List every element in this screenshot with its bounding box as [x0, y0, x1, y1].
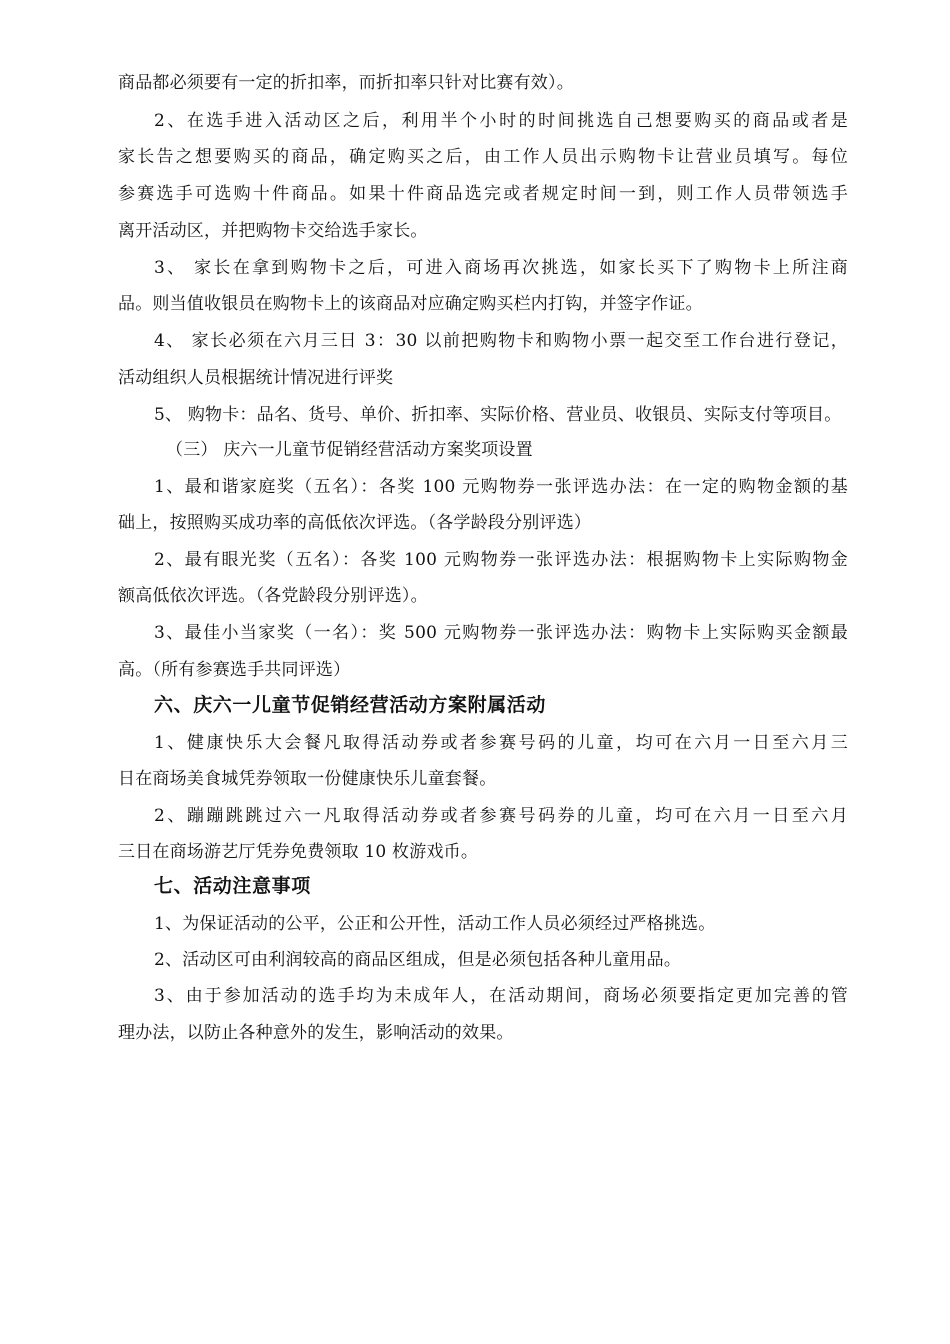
paragraph-line: 日在商场美食城凭券领取一份健康快乐儿童套餐。	[118, 769, 497, 789]
paragraph-line: 2、最有眼光奖（五名）：各奖 100 元购物券一张评选办法：根据购物卡上实际购物金	[154, 550, 848, 570]
paragraph-line: 1、最和谐家庭奖（五名）：各奖 100 元购物券一张评选办法：在一定的购物金额的基	[154, 477, 848, 497]
paragraph-line: 额高低依次评选。（各党龄段分别评选）。	[118, 586, 428, 606]
paragraph-line: 础上，按照购买成功率的高低依次评选。（各学龄段分别评选）	[118, 513, 592, 533]
paragraph-line: 高。（所有参赛选手共同评选）	[118, 660, 351, 680]
paragraph-line: 参赛选手可选购十件商品。如果十件商品选完或者规定时间一到，则工作人员带领选手	[118, 184, 848, 204]
paragraph-line: 三日在商场游艺厅凭券免费领取 10 枚游戏币。	[118, 842, 479, 862]
paragraph-line: 3、 家长在拿到购物卡之后，可进入商场再次挑选，如家长买下了购物卡上所注商	[154, 258, 848, 278]
paragraph-line: 离开活动区，并把购物卡交给选手家长。	[118, 221, 428, 241]
paragraph-line: 1、为保证活动的公平，公正和公开性，活动工作人员必须经过严格挑选。	[154, 914, 716, 934]
paragraph-line: 活动组织人员根据统计情况进行评奖	[118, 368, 394, 388]
section-heading: 七、活动注意事项	[154, 875, 311, 897]
paragraph-line: 4、 家长必须在六月三日 3：30 以前把购物卡和购物小票一起交至工作台进行登记，	[154, 331, 848, 351]
paragraph-line: 5、 购物卡：品名、货号、单价、折扣率、实际价格、营业员、收银员、实际支付等项目。	[154, 405, 842, 425]
paragraph-line: 理办法，以防止各种意外的发生，影响活动的效果。	[118, 1023, 514, 1043]
section-subheading: （三） 庆六一儿童节促销经营活动方案奖项设置	[166, 440, 533, 460]
paragraph-line: 2、在选手进入活动区之后，利用半个小时的时间挑选自己想要购买的商品或者是	[154, 111, 848, 131]
paragraph-line: 商品都必须要有一定的折扣率，而折扣率只针对比赛有效）。	[118, 73, 574, 93]
paragraph-line: 3、最佳小当家奖（一名）：奖 500 元购物券一张评选办法：购物卡上实际购买金额最	[154, 623, 848, 643]
paragraph-line: 2、蹦蹦跳跳过六一凡取得活动券或者参赛号码券的儿童，均可在六月一日至六月	[154, 806, 848, 826]
paragraph-line: 3、由于参加活动的选手均为未成年人，在活动期间，商场必须要指定更加完善的管	[154, 986, 848, 1006]
paragraph-line: 2、活动区可由利润较高的商品区组成，但是必须包括各种儿童用品。	[154, 950, 682, 970]
section-heading: 六、庆六一儿童节促销经营活动方案附属活动	[154, 694, 547, 716]
paragraph-line: 家长告之想要购买的商品，确定购买之后，由工作人员出示购物卡让营业员填写。每位	[118, 147, 848, 167]
paragraph-line: 品。则当值收银员在购物卡上的该商品对应确定购买栏内打钩，并签字作证。	[118, 294, 703, 314]
paragraph-line: 1、健康快乐大会餐凡取得活动券或者参赛号码的儿童，均可在六月一日至六月三	[154, 733, 848, 753]
